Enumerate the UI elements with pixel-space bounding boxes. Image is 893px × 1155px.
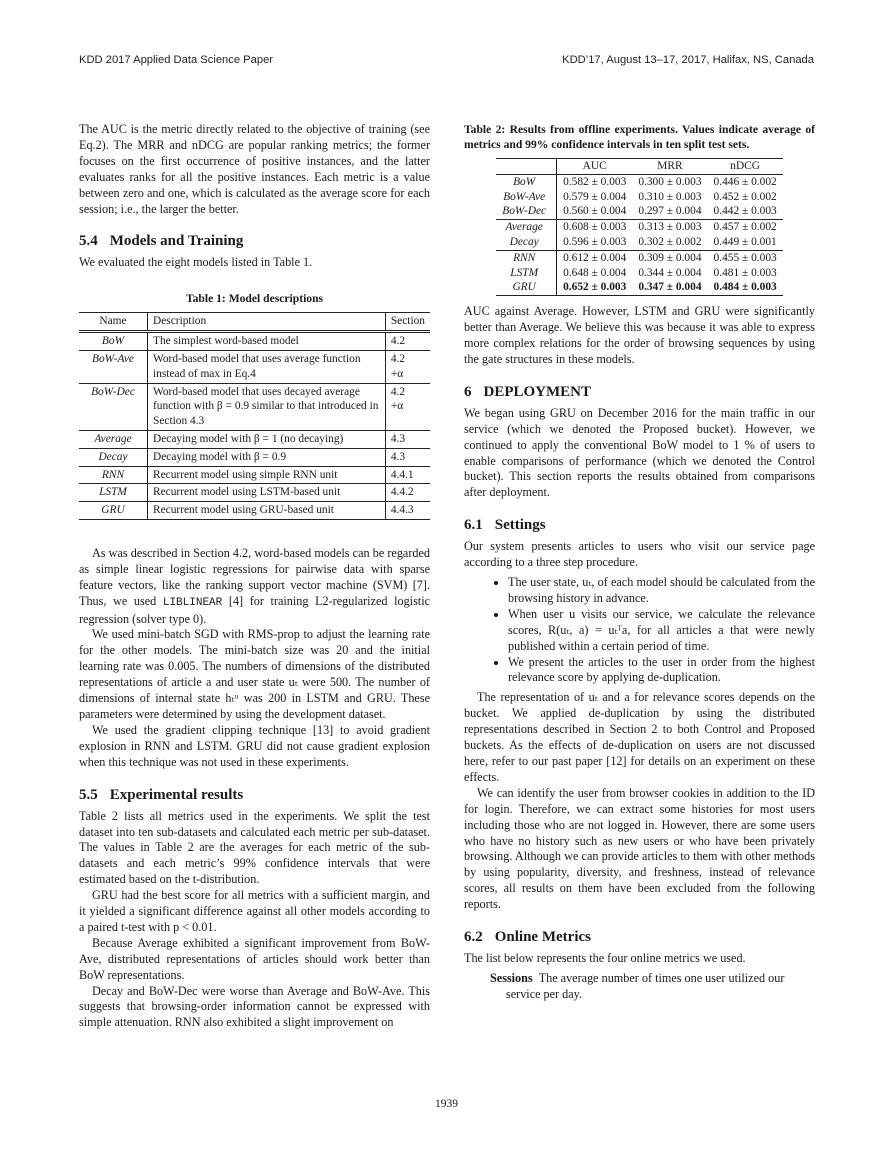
section-title: DEPLOYMENT xyxy=(483,383,592,400)
paragraph-settings-intro: Our system presents articles to users who visit our service page according to a three step procedure. xyxy=(464,539,815,570)
table1-body xyxy=(79,332,430,520)
training-text-1a: As was described in Section 4.2, word-based models can be regarded as simple linear logistic regressions for pairwise data with sparse feature vectors, like the ranking support vector machine (SVM) [7]. Thus, we used xyxy=(79,545,430,608)
running-header-left: KDD 2017 Applied Data Science Paper xyxy=(79,54,274,66)
table-row xyxy=(79,448,430,466)
training-text-1b: [4] for training L2-regularized logistic regression (solver type 0). xyxy=(79,593,430,626)
mrr-cell: 0.313 ± 0.003 xyxy=(632,220,707,235)
section-cell: 4.4.2 xyxy=(385,484,430,502)
paragraph-models-intro: We evaluated the eight models listed in Table 1. xyxy=(79,255,313,270)
column-header-model xyxy=(496,159,556,175)
page-number: 1939 xyxy=(435,1098,458,1110)
section-cell: 4.3 xyxy=(385,448,430,466)
ndcg-cell: 0.457 ± 0.002 xyxy=(708,220,783,235)
mrr-cell: 0.344 ± 0.004 xyxy=(638,266,702,279)
auc-cell: 0.560 ± 0.004 xyxy=(563,205,627,218)
column-header-name: Name xyxy=(79,313,148,332)
table-row xyxy=(496,266,783,281)
paragraph-training-3: We used the gradient clipping technique [13] to avoid gradient explosion in RNN and LSTM. GRU did not cause gradient explosion when this technique was not used in these experiments. xyxy=(79,722,430,769)
table-row xyxy=(79,332,430,351)
right-column xyxy=(464,122,815,1003)
definition-sessions xyxy=(490,971,815,1003)
auc-cell: 0.579 ± 0.004 xyxy=(563,190,627,203)
ndcg-cell: 0.442 ± 0.003 xyxy=(713,205,777,218)
table-row xyxy=(79,484,430,502)
section-heading-5-5 xyxy=(79,786,430,804)
list-item: • When user u visits our service, we calculate the relevance scores, R(uₜ, a) = uₜᵀa, for all articles a that were newly published within a certain period of time. xyxy=(508,607,815,655)
list-item: • We present the articles to the user in order from the highest relevance score by applying de-duplication. xyxy=(508,655,815,687)
model-name-cell: GRU xyxy=(496,280,556,295)
liblinear-name: LIBLINEAR xyxy=(162,596,223,609)
description-cell: Decaying model with β = 0.9 xyxy=(148,448,386,466)
table-row xyxy=(496,280,783,295)
table-row xyxy=(496,174,783,189)
mrr-cell: 0.302 ± 0.002 xyxy=(638,235,702,248)
column-header-section: Section xyxy=(385,313,430,332)
model-name-cell: BoW-Dec xyxy=(79,383,148,430)
section-cell: 4.4.1 xyxy=(385,466,430,484)
model-name-cell: LSTM xyxy=(496,266,556,281)
description-cell: Recurrent model using simple RNN unit xyxy=(148,466,386,484)
section-cell: 4.2 +α xyxy=(385,383,430,430)
column-header-mrr: MRR xyxy=(632,159,707,175)
model-name-cell: BoW-Ave xyxy=(496,190,556,205)
paragraph-auc-metrics: The AUC is the metric directly related to the objective of training (see Eq.2). The MRR and nDCG are popular ranking metrics; the former focuses on the first occurrence of positive instances, and the latter evaluates ranks for all the positive instances. Each metric is a value between zero and one, which is calculated as the average score for each session; i.e., the larger the better. xyxy=(79,122,430,216)
section-heading-6 xyxy=(464,383,815,401)
table-header-row xyxy=(496,159,783,175)
section-number: 6.2 xyxy=(464,929,483,946)
section-cell: 4.4.3 xyxy=(385,502,430,520)
section-heading-5-4 xyxy=(79,232,430,250)
mrr-cell: 0.297 ± 0.004 xyxy=(638,205,702,218)
table-row xyxy=(496,220,783,235)
section-title: Models and Training xyxy=(109,233,244,250)
mrr-cell: 0.310 ± 0.003 xyxy=(638,190,702,203)
table2-offline-results xyxy=(496,158,783,296)
ndcg-cell: 0.484 ± 0.003 xyxy=(708,280,783,295)
description-cell: Word-based model that uses decayed average function with β = 0.9 similar to that introduced in Section 4.3 xyxy=(148,383,386,430)
table1-model-descriptions xyxy=(79,312,430,520)
section-heading-6-2 xyxy=(464,928,815,946)
section-number: 5.4 xyxy=(79,233,98,250)
model-name-cell: LSTM xyxy=(79,484,148,502)
paragraph-deployment: We began using GRU on December 2016 for the main traffic in our service (which we denoted the Proposed bucket). However, we continued to apply the conventional BoW model to 1 % of users to enable comparisons of performance (which we denoted the Control bucket). This section reports the results obtained from comparisons after deployment. xyxy=(464,405,815,500)
paragraph-settings-2: The representation of uₜ and a for relevance scores depends on the bucket. We applied de-duplication by using the distributed representations described in Section 2 to both Control and Proposed buckets. As the effects of de-duplication on users are not discussed here, refer to our past paper [12] for details on an experiment on these effects. xyxy=(464,690,815,784)
section-cell: 4.2 xyxy=(390,335,406,348)
model-name-cell: Decay xyxy=(79,448,148,466)
definition-text: The average number of times one user utilized our service per day. xyxy=(506,970,785,1001)
description-cell: Recurrent model using GRU-based unit xyxy=(148,502,386,520)
model-name-cell: Average xyxy=(496,220,556,235)
table2-body xyxy=(496,174,783,295)
mrr-cell: 0.347 ± 0.004 xyxy=(632,280,707,295)
table-row xyxy=(496,204,783,219)
table-row xyxy=(79,466,430,484)
paragraph-training-1 xyxy=(79,546,430,628)
section-heading-6-1 xyxy=(464,516,815,534)
section-cell: 4.2 +α xyxy=(385,350,430,383)
table-row xyxy=(79,430,430,448)
model-name-cell: Average xyxy=(79,430,148,448)
paragraph-results-2: GRU had the best score for all metrics with a sufficient margin, and it yielded a significant difference against all other models according to a paired t-test with p < 0.01. xyxy=(79,888,430,934)
table2-caption: Table 2: Results from offline experiments. Values indicate average of metrics and 99% confidence intervals in ten split test sets. xyxy=(464,123,815,151)
description-cell: The simplest word-based model xyxy=(148,332,386,351)
ndcg-cell: 0.446 ± 0.002 xyxy=(713,175,777,188)
auc-cell: 0.596 ± 0.003 xyxy=(563,235,627,248)
ndcg-cell: 0.455 ± 0.003 xyxy=(708,250,783,265)
running-header-right: KDD’17, August 13–17, 2017, Halifax, NS, Canada xyxy=(562,54,814,66)
column-header-description: Description xyxy=(148,313,386,332)
table-row xyxy=(496,250,783,265)
model-name-cell: RNN xyxy=(79,466,148,484)
ndcg-cell: 0.481 ± 0.003 xyxy=(713,266,777,279)
paragraph-results-continued: AUC against Average. However, LSTM and GRU were significantly better than Average. We believe this was because it was able to express more complex relations for the order of browsing sequences by using the gate structures in these models. xyxy=(464,304,815,366)
table-row xyxy=(496,190,783,205)
section-number: 6.1 xyxy=(464,517,483,534)
model-name-cell: BoW xyxy=(79,332,148,351)
auc-cell: 0.612 ± 0.004 xyxy=(557,250,633,265)
mrr-cell: 0.309 ± 0.004 xyxy=(632,250,707,265)
settings-bullet-list xyxy=(464,575,815,686)
column-header-ndcg: nDCG xyxy=(708,159,783,175)
paragraph-results-4: Decay and BoW-Dec were worse than Average and BoW-Ave. This suggests that browsing-order information cannot be expressed with simple attenuation. RNN also exhibited a slight improvement on xyxy=(79,983,430,1030)
paragraph-settings-3: We can identify the user from browser cookies in addition to the ID for login. Therefore, we can extract some histories for most users including those who are not logged in. However, there are some users who have no history such as new users or who have been privately browsing. Although we can provide articles to them with other methods by using popularity, diversity, and freshness, instead of relevance scores, all results on them have been excluded from the following reports. xyxy=(464,785,815,912)
table-row xyxy=(79,502,430,520)
column-header-auc: AUC xyxy=(557,159,633,175)
auc-cell: 0.648 ± 0.004 xyxy=(563,266,627,279)
auc-cell: 0.652 ± 0.003 xyxy=(557,280,633,295)
definition-term: Sessions xyxy=(490,970,533,985)
section-number: 5.5 xyxy=(79,786,98,803)
section-title: Experimental results xyxy=(109,786,244,803)
table-row xyxy=(79,383,430,430)
model-name-cell: RNN xyxy=(496,250,556,265)
table-header-row xyxy=(79,313,430,332)
section-title: Settings xyxy=(494,517,546,534)
section-number: 6 xyxy=(464,383,472,400)
paragraph-results-3: Because Average exhibited a significant improvement from BoW-Ave, distributed representations of articles should work better than BoW representations. xyxy=(79,935,430,982)
section-title: Online Metrics xyxy=(494,929,591,946)
description-cell: Word-based model that uses average function instead of max in Eq.4 xyxy=(148,350,386,383)
paragraph-metrics-intro: The list below represents the four online metrics we used. xyxy=(464,951,746,966)
auc-cell: 0.582 ± 0.003 xyxy=(563,175,627,188)
paragraph-training-2: We used mini-batch SGD with RMS-prop to adjust the learning rate for the other models. The mini-batch size was 20 and the initial learning rate was 0.005. The numbers of dimensions of the distributed representations of article a and user state uₜ were 500. The number of dimensions of internal state hₜᵘ was 200 in LSTM and GRU. These parameters were determined by using the development dataset. xyxy=(79,627,430,721)
model-name-cell: Decay xyxy=(496,235,556,250)
model-name-cell: BoW-Ave xyxy=(79,350,148,383)
mrr-cell: 0.300 ± 0.003 xyxy=(638,175,702,188)
auc-cell: 0.608 ± 0.003 xyxy=(557,220,633,235)
description-cell: Recurrent model using LSTM-based unit xyxy=(148,484,386,502)
section-cell: 4.3 xyxy=(385,430,430,448)
model-name-cell: GRU xyxy=(79,502,148,520)
left-column xyxy=(79,122,430,1031)
description-cell: Decaying model with β = 1 (no decaying) xyxy=(148,430,386,448)
table-row xyxy=(79,350,430,383)
model-name-cell: BoW-Dec xyxy=(496,204,556,219)
ndcg-cell: 0.452 ± 0.002 xyxy=(713,190,777,203)
table1-caption: Table 1: Model descriptions xyxy=(185,292,324,306)
model-name-cell: BoW xyxy=(496,174,556,189)
ndcg-cell: 0.449 ± 0.001 xyxy=(713,235,777,248)
paragraph-results-1: Table 2 lists all metrics used in the experiments. We split the test dataset into ten sub-datasets and calculated each metric per sub-dataset. The values in Table 2 are the averages for each metric of the sub-datasets and each metric’s 99% confidence intervals that were estimated based on the t-distribution. xyxy=(79,808,430,887)
list-item: • The user state, uₜ, of each model should be calculated from the browsing history in advance. xyxy=(508,575,815,607)
table-row xyxy=(496,235,783,250)
